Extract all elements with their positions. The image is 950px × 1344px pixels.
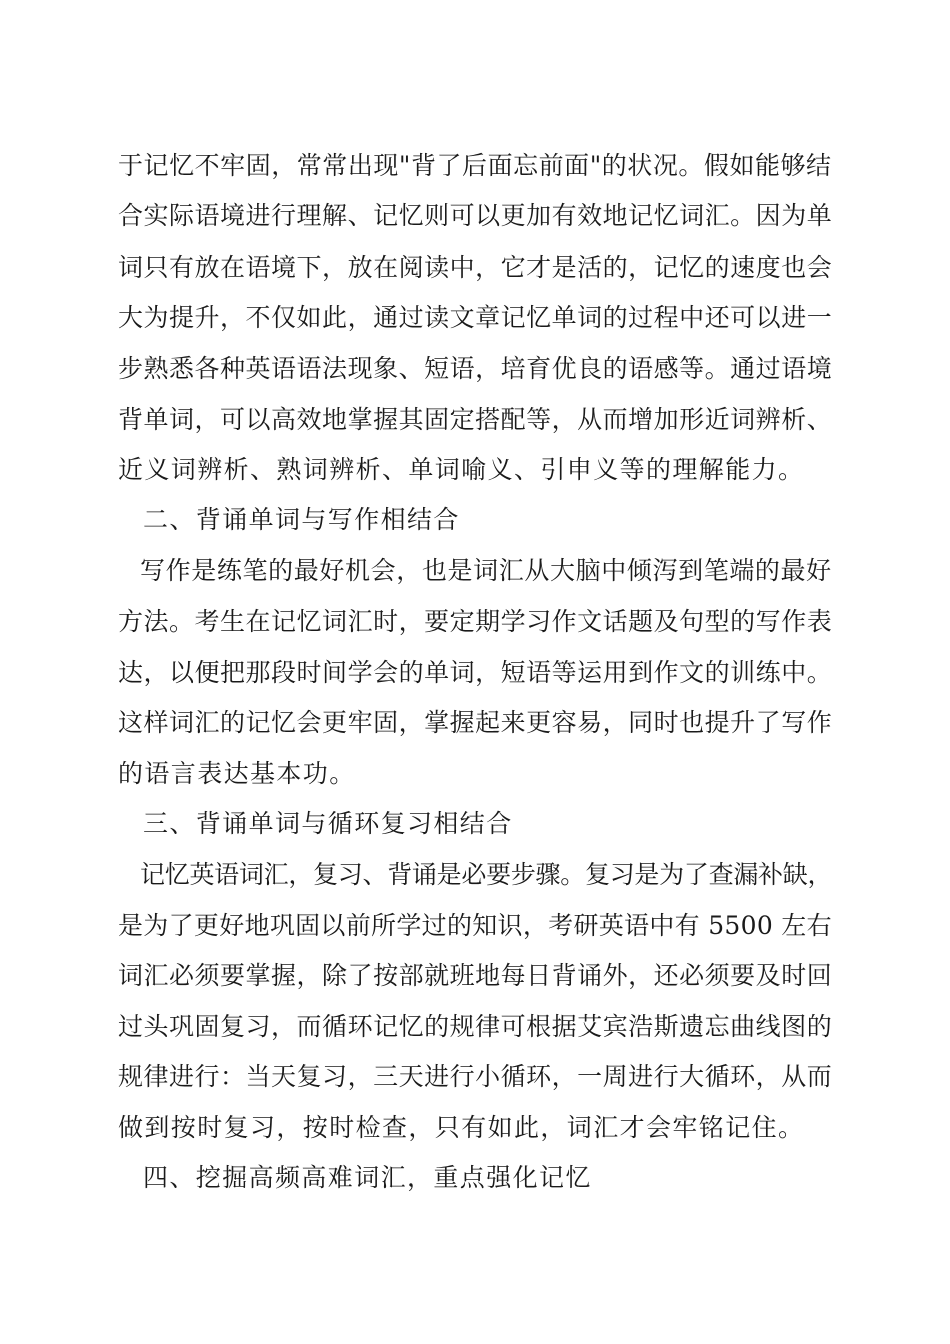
- paragraph-first-line: 写作是练笔的最好机会，也是词汇从大脑中倾泻到笔端的最好: [140, 556, 832, 585]
- body-text-line: 过头巩固复习，而循环记忆的规律可根据艾宾浩斯遗忘曲线图的: [118, 1012, 833, 1041]
- body-text-line: 词只有放在语境下，放在阅读中，它才是活的，记忆的速度也会: [118, 253, 833, 282]
- body-text-line: 词汇必须要掌握，除了按部就班地每日背诵外，还必须要及时回: [118, 961, 833, 990]
- body-text-line: 背单词，可以高效地掌握其固定搭配等，从而增加形近词辨析、: [118, 405, 833, 434]
- body-text-line: 这样词汇的记忆会更牢固，掌握起来更容易，同时也提升了写作: [118, 708, 833, 737]
- section-heading: 四、挖掘高频高难词汇，重点强化记忆: [143, 1163, 592, 1192]
- body-text-line: 达，以便把那段时间学会的单词，短语等运用到作文的训练中。: [118, 658, 833, 687]
- body-text-line: 的语言表达基本功。: [118, 759, 356, 788]
- body-text-line: 规律进行：当天复习，三天进行小循环，一周进行大循环，从而: [118, 1062, 833, 1091]
- body-text-line: 于记忆不牢固，常常出现"背了后面忘前面"的状况。假如能够结: [118, 151, 832, 180]
- body-text-line: 方法。考生在记忆词汇时，要定期学习作文话题及句型的写作表: [118, 607, 833, 636]
- section-heading: 二、背诵单词与写作相结合: [143, 505, 460, 534]
- section-heading: 三、背诵单词与循环复习相结合: [143, 809, 513, 838]
- body-text-line: 步熟悉各种英语语法现象、短语，培育优良的语感等。通过语境: [118, 354, 833, 383]
- body-text-line: 是为了更好地巩固以前所学过的知识，考研英语中有 5500 左右: [118, 911, 832, 940]
- body-text-line: 合实际语境进行理解、记忆则可以更加有效地记忆词汇。因为单: [118, 201, 833, 230]
- body-text-line: 大为提升，不仅如此，通过读文章记忆单词的过程中还可以进一: [118, 303, 833, 332]
- body-text-line: 近义词辨析、熟词辨析、单词喻义、引申义等的理解能力。: [118, 455, 805, 484]
- paragraph-first-line: 记忆英语词汇，复习、背诵是必要步骤。复习是为了查漏补缺，: [140, 860, 833, 889]
- body-text-line: 做到按时复习，按时检查，只有如此，词汇才会牢铭记住。: [118, 1113, 805, 1142]
